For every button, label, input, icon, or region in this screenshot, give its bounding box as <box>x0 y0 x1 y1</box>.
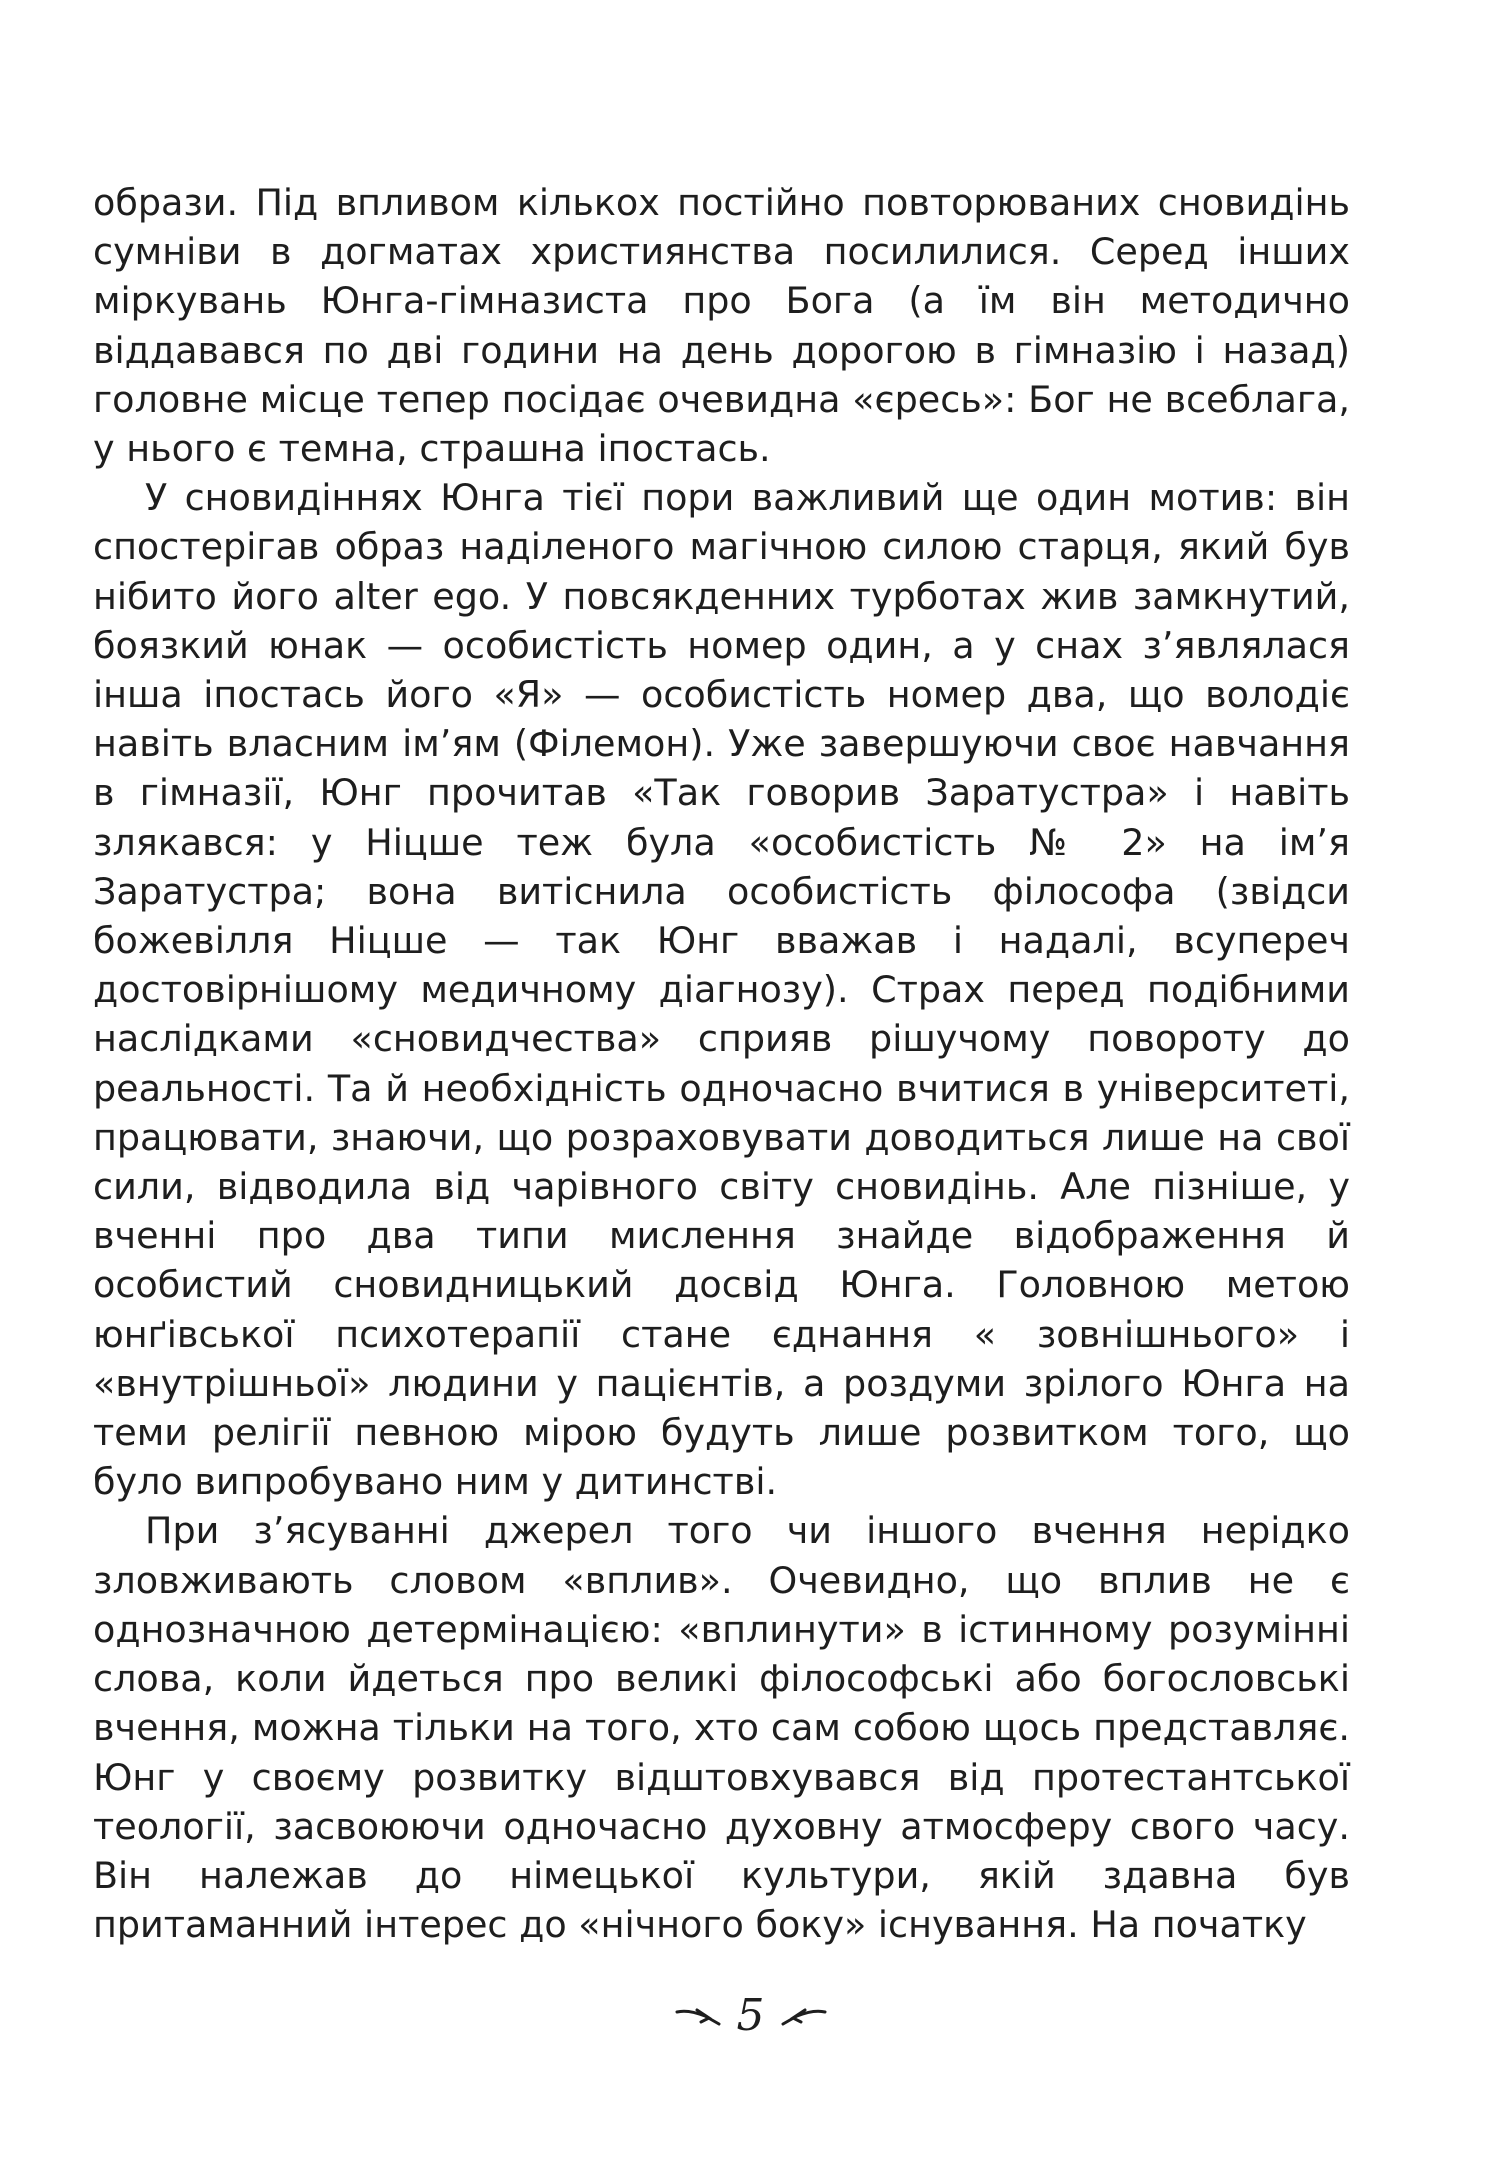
page-body <box>93 178 1350 1949</box>
paragraph-1: образи. Під впливом кількох постійно повторюваних сновидінь сумніви в догматах християнства посилилися. Серед інших міркувань Юнга-гімназиста про Бога (а їм він методично віддавався по дві години на день дорогою в гімназію і назад) головне місце тепер посідає очевидна «єресь»: Бог не всеблага, у нього є темна, страшна іпостась. <box>93 181 1350 471</box>
page-folio <box>0 1990 1501 2041</box>
page-number: 5 <box>736 1990 765 2041</box>
paragraph-2: У сновидіннях Юнга тієї пори важливий ще один мотив: він спостерігав образ наділеного магічною силою старця, який був нібито його alter ego. У повсякденних турботах жив замкнутий, боязкий юнак — особистість номер один, а у снах з’являлася інша іпостась його «Я» — особистість номер два, що володіє навіть власним ім’ям (Філемон). Уже завершуючи своє навчання в гімназії, Юнг прочитав «Так говорив Заратустра» і навіть злякався: у Ніцше теж була «особистість № 2» на ім’я Заратустра; вона витіснила особистість філософа (звідси божевілля Ніцше — так Юнг вважав і надалі, всупереч достовірнішому медичному діагнозу). Страх перед подібними наслідками «сновидчества» сприяв рішучому повороту до реальності. Та й необхідність одночасно вчитися в університеті, працювати, знаючи, що розраховувати доводиться лише на свої сили, відводила від чарівного світу сновидінь. Але пізніше, у вченні про два типи мислення знайде відображення й особистий сновидницький досвід Юнга. Головною метою юнґівської психотерапії стане єднання « зовнішнього» і «внутрішньої» людини у пацієнтів, а роздуми зрілого Юнга на теми релігії певною мірою будуть лише розвитком того, що було випробувано ним у дитинстві. <box>93 476 1350 1504</box>
left-ornament-icon <box>675 2004 723 2028</box>
right-ornament-icon <box>779 2004 827 2028</box>
paragraph-3: При з’ясуванні джерел того чи іншого вчення нерідко зловживають словом «вплив». Очевидно, що вплив не є однозначною детермінацією: «вплинути» в істинному розумінні слова, коли йдеться про великі філософські або богословські вчення, можна тільки на того, хто сам собою щось представляє. Юнг у своєму розвитку відштовхувався від протестантської теології, засвоюючи одночасно духовну атмосферу свого часу. Він належав до німецької культури, якій здавна був притаманний інтерес до «нічного боку» існування. На початку <box>93 1509 1350 1947</box>
